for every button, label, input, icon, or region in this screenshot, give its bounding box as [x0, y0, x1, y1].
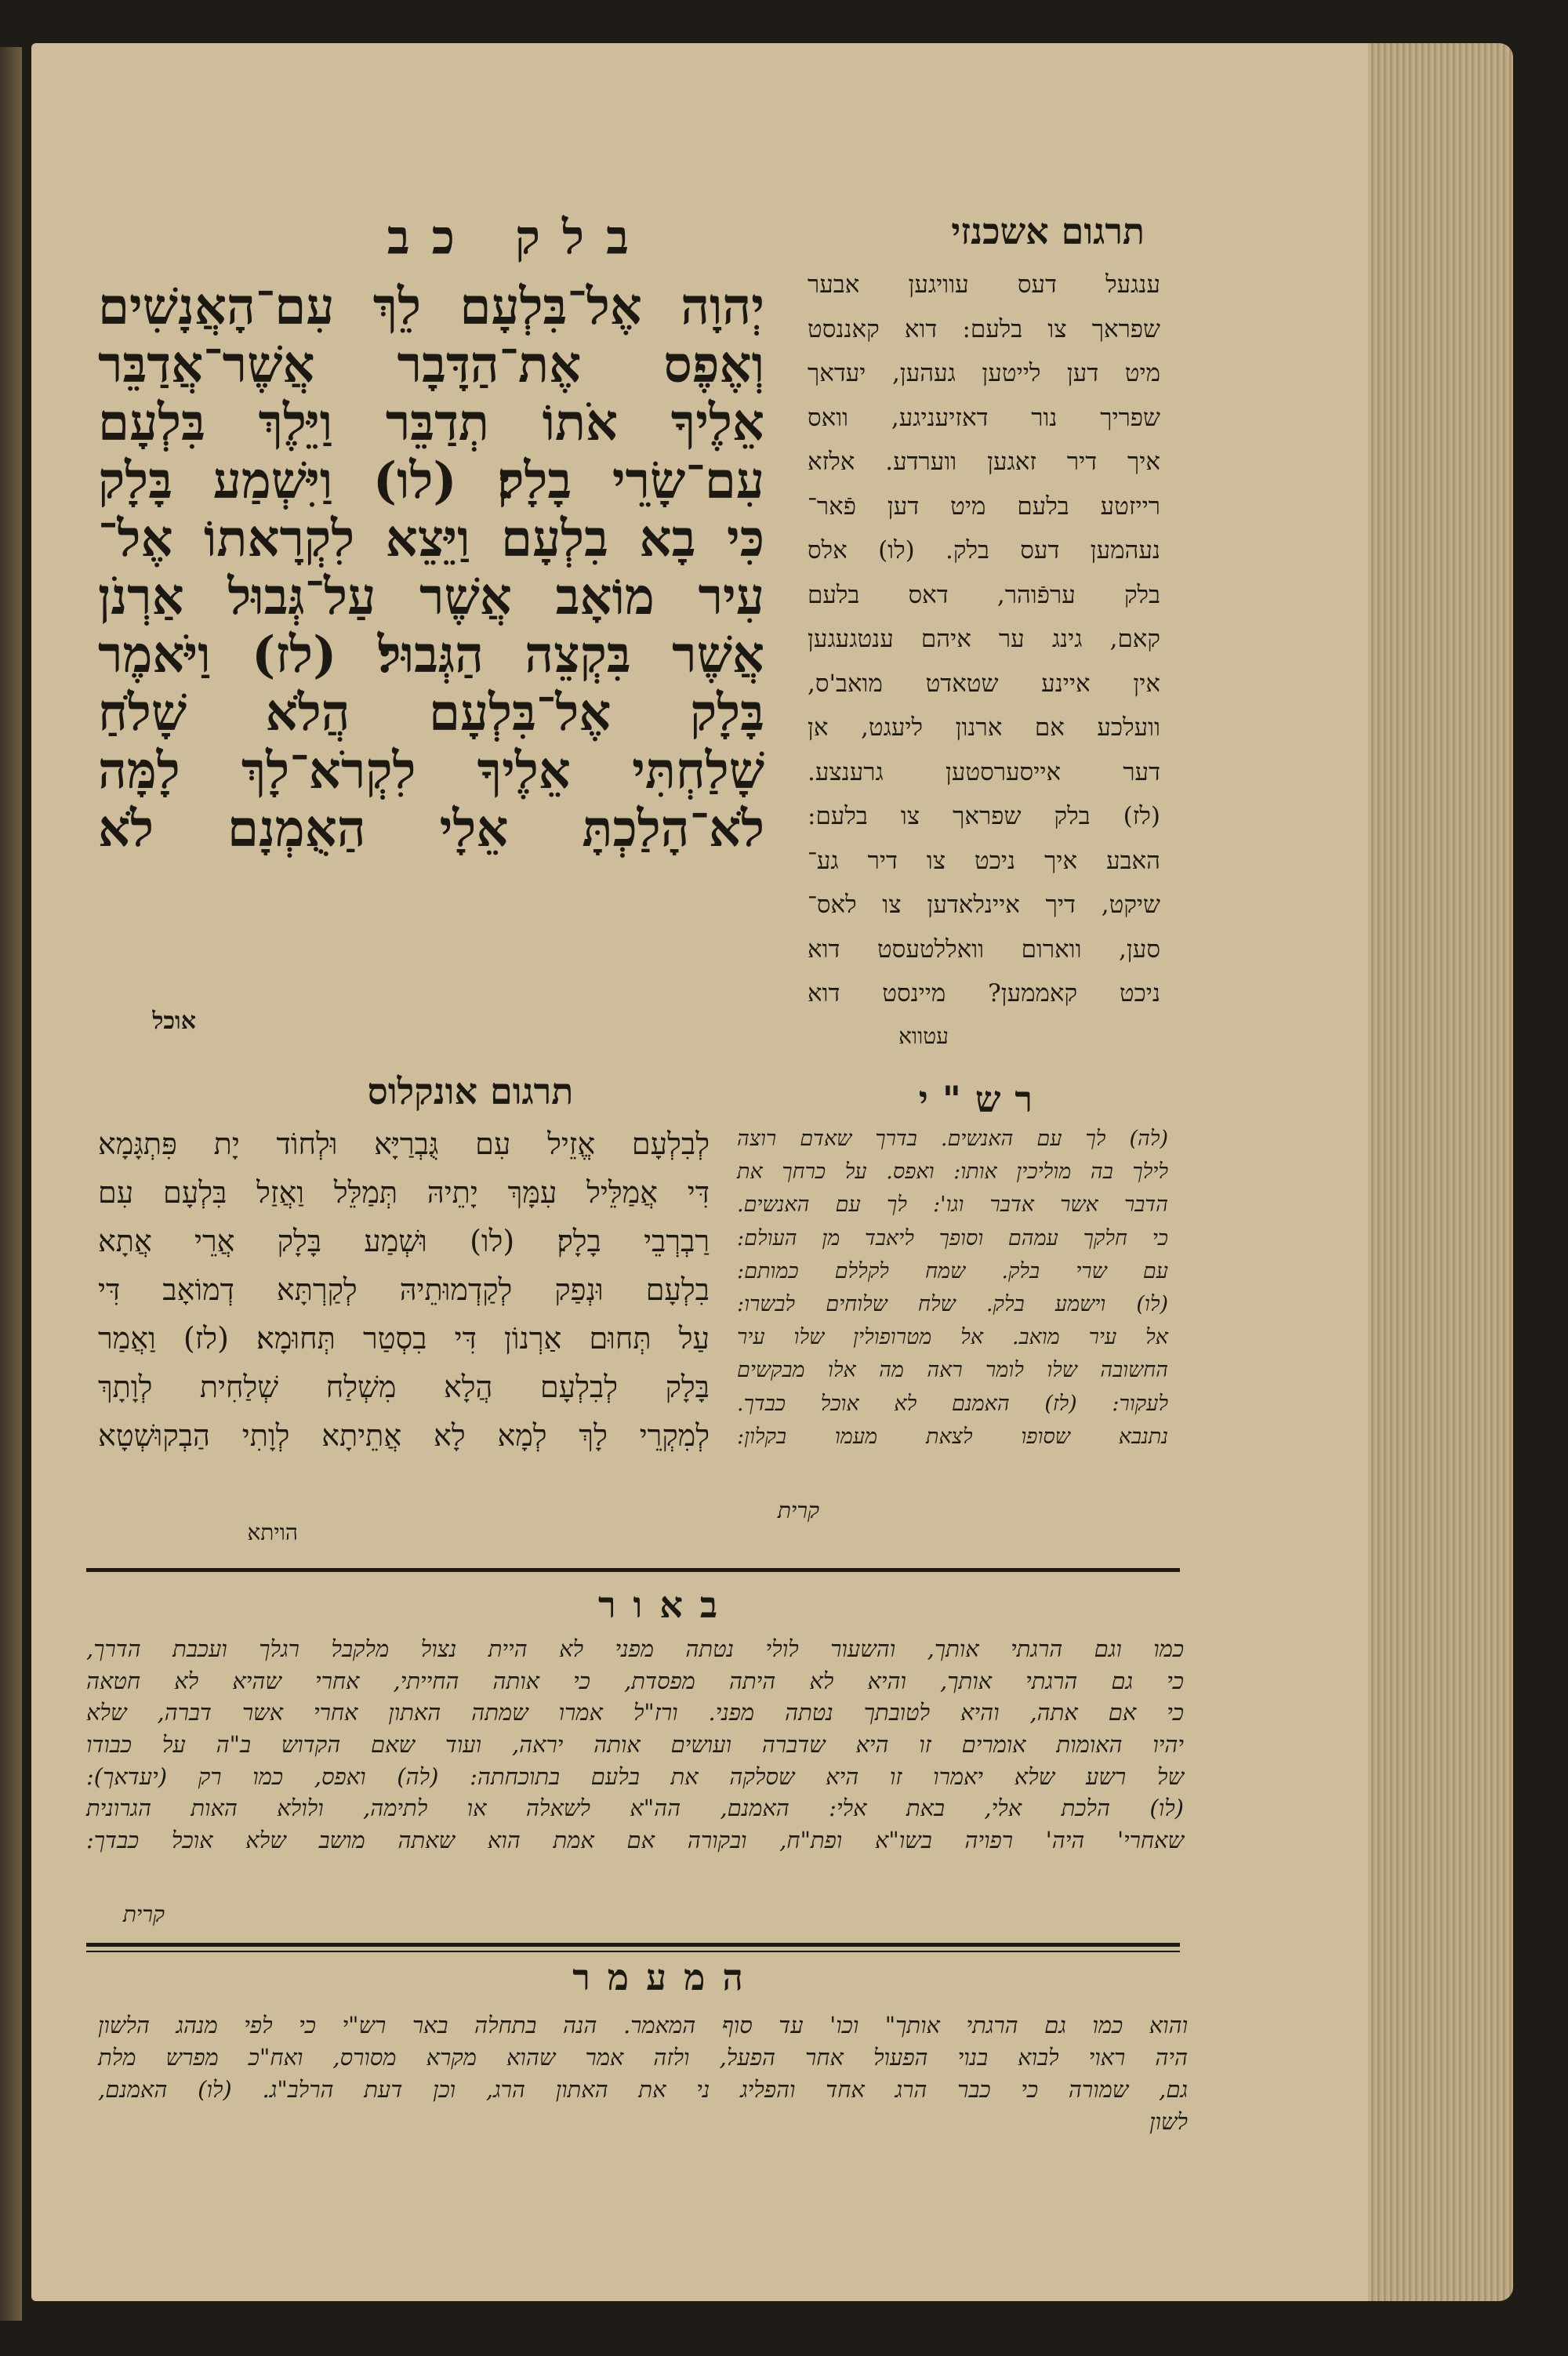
rashi-line: לילך בה מוליכין אותו: ואפס. על כרחך את	[737, 1160, 1168, 1185]
onkelos-line: בִלְעָם וּנְפַק לְקַדְמוּתֵיהּ לְקַרְתָּא דְמוֹאָב דִּי	[98, 1272, 710, 1307]
yiddish-line: רייזטע בלעם מיט דען פֿאר־	[808, 492, 1160, 521]
beur-line: של רשע שלא יאמרו זו היא שסלקה את בלעם בתוכחתה: (לה) ואפס, כמו רק (יעדאך):	[86, 1762, 1184, 1790]
targum-onkelos-heading: תרגום אונקלוס	[367, 1070, 574, 1113]
beur-line: כי גם הרגתי אותך, והיא לא היתה מפסדת, כי אותה החייתי, אחרי שהיא לא חטאה	[86, 1667, 1184, 1694]
rashi-text	[737, 1123, 1168, 1454]
page-edges	[1368, 43, 1513, 2301]
scripture-line: כִּי בָא בִלְעָם וַיֵּצֵא לִקְרָאתוֹ אֶל־	[98, 510, 764, 568]
scripture-line: יְהוָה אֶל־בִּלְעָם לֵךְ עִם־הָאֲנָשִׁים	[98, 278, 764, 336]
beur-catchword: קרית	[122, 1901, 165, 1927]
yiddish-line: שיקט, דיך איינלאדען צו לאס־	[808, 891, 1160, 919]
targum-ashkenazi-heading: תרגום אשכנזי	[951, 210, 1145, 252]
scripture-text	[98, 278, 764, 859]
meamar-line: והוא כמו גם הרגתי אותך" וכו' עד סוף המאמר. הנה בתחלה באר רש"י כי לפי מנהג הלשון	[98, 2012, 1188, 2038]
meamar-line: היה ראוי לבוא בנוי הפעול אחר הפעל, ולזה אמר שהוא מקרא מסורס, ואח"כ מפרש מלת	[98, 2044, 1188, 2071]
meamar-heading: המעמר	[572, 1956, 760, 1998]
rashi-heading: רש"י	[918, 1078, 1047, 1120]
yiddish-line: בלק ערפֿוהר, דאס בלעם	[808, 580, 1160, 609]
parsha-title: בלק כב	[387, 210, 651, 265]
yiddish-line: שפריך נור דאזיעניגע, וואס	[808, 403, 1160, 432]
scripture-line: עִיר מוֹאָב אֲשֶׁר עַל־גְּבוּל אַרְנֹן	[98, 568, 764, 626]
yiddish-catchword: עטווא	[898, 1023, 949, 1049]
beur-line: יהיו האומות אומרים זו היא שדברה ועושים אותה יראה, ועוד שאם הקדוש ב"ה על כבודו	[86, 1731, 1184, 1759]
yiddish-line: דער אייסערסטען גרענצע.	[808, 757, 1160, 786]
yiddish-line: שפראך צו בלעם: דוא קאננסט	[808, 314, 1160, 343]
yiddish-line: האבע איך ניכט צו דיר גע־	[808, 846, 1160, 875]
targum-ashkenazi-text	[808, 263, 1160, 1016]
onkelos-line: רַבְרְבֵי בָלָק׃ (לו) וּשְׁמַע בָּלָק אֲרֵי אֲתָא	[98, 1224, 710, 1258]
rashi-line: לעקור: (לז) האמנם לא אוכל כבדך.	[737, 1391, 1168, 1416]
scripture-line: וְאֶפֶס אֶת־הַדָּבָר אֲשֶׁר־אֲדַבֵּר	[98, 336, 764, 394]
beur-heading: באור	[597, 1584, 735, 1626]
rashi-catchword: קרית	[777, 1497, 819, 1523]
yiddish-line: ניכט קאממען? מיינסט דוא	[808, 979, 1160, 1007]
yiddish-line: (לז) בלק שפראך צו בלעם:	[808, 802, 1160, 830]
targum-onkelos-text	[98, 1120, 710, 1460]
scripture-line: אֵלֶיךָ אֹתוֹ תְדַבֵּר וַיֵּלֶךְ בִּלְעָם	[98, 394, 764, 452]
beur-line: (לו) הלכת אלי, באת אלי: האמנם, הה"א לשאלה או לתימה, ולולא האות הגרונית	[86, 1795, 1184, 1822]
rashi-line: כי חלקך עמהם וסופך ליאבד מן העולם:	[737, 1225, 1168, 1251]
onkelos-catchword: הויתא	[247, 1519, 298, 1545]
scripture-line: עִם־שָׂרֵי בָלָק׃ (לו) וַיִּשְׁמַע בָּלָק	[98, 452, 764, 510]
onkelos-line: לְמִקְרֵי לָךְ לְמָא לָא אֲתֵיתָא לְוָתִי הַבְקוּשְׁטָא	[98, 1418, 710, 1453]
scripture-line: אֲשֶׁר בִּקְצֵה הַגְּבוּל׃ (לז) וַיֹּאמֶר	[98, 626, 764, 684]
rashi-line: (לה) לך עם האנשים. בדרך שאדם רוצה	[737, 1127, 1168, 1151]
yiddish-line: אין איינע שטאדט מואב'ס,	[808, 669, 1160, 698]
divider-rule	[86, 1568, 1180, 1572]
rashi-line: החשובה שלו לומר ראה מה אלו מבקשים	[737, 1358, 1168, 1383]
rashi-line: הדבר אשר אדבר וגו': לך עם האנשים.	[737, 1193, 1168, 1218]
rashi-line: נתנבא שסופו לצאת מעמו בקלון:	[737, 1424, 1168, 1449]
scripture-line: לֹא־הָלַכְתָּ אֵלָי הַאֻמְנָם לֹא	[98, 800, 764, 859]
divider-rule	[86, 1943, 1180, 1947]
meamar-catchword: לשון	[1149, 2108, 1188, 2135]
yiddish-line: איך דיר זאגען ווערדע. אלזא	[808, 448, 1160, 476]
divider-rule-thin	[86, 1951, 1180, 1952]
scripture-line: שָׁלַחְתִּי אֵלֶיךָ לִקְרֹא־לָךְ לָמָּה	[98, 742, 764, 800]
rashi-line: (לו) וישמע בלק. שלח שלוחים לבשרו:	[737, 1291, 1168, 1316]
beur-line: כמו וגם הרגתי אותך, והשעור לולי נטתה מפני לא היית נצול מלקבל רגלך ועכבת הדרך,	[86, 1635, 1184, 1662]
yiddish-line: וועלכע אם ארנון ליעגט, אן	[808, 713, 1160, 742]
beur-text	[86, 1633, 1184, 1857]
left-page-edge	[0, 47, 22, 2321]
beur-line: כי אם אתה, והיא לטובתך נטתה מפני. ורז"ל אמרו שמתה האתון אחרי אשר דברה, שלא	[86, 1699, 1184, 1726]
meamar-text	[98, 2009, 1188, 2138]
onkelos-line: דִּי אֲמַלֵּיל עִמָּךְ יָתֵיהּ תְּמַלֵּל וַאֲזַל בִּלְעָם עִם	[98, 1175, 710, 1210]
scripture-line: בָּלָק אֶל־בִּלְעָם הֲלֹא שָׁלֹחַ	[98, 684, 764, 742]
scripture-catchword: אוכל	[152, 1007, 196, 1035]
yiddish-line: קאם, גינג ער איהם ענטגעגען	[808, 625, 1160, 653]
onkelos-line: לְבִלְעָם אֱזֵיל עִם גֻּבְרַיָּא וּלְחוֹד יָת פִּתְגָּמָא	[98, 1127, 710, 1161]
onkelos-line: בָּלָק לְבִלְעָם הֲלָא מִשְׁלַח שְׁלַחִית לְוָתָךְ	[98, 1370, 710, 1404]
rashi-line: עם שרי בלק. שמח לקללם כמותם:	[737, 1258, 1168, 1283]
beur-line: שאחרי' היה' רפויה בשו"א ופת"ח, ובקורה אם אמת הוא שאתה מושב שלא אוכל כבדך:	[86, 1827, 1184, 1854]
rashi-line: אל עיר מואב. אל מטרופולין שלו עיר	[737, 1325, 1168, 1350]
yiddish-line: מיט דען לייטען געהען, יעדאך	[808, 359, 1160, 387]
yiddish-line: נעהמען דעס בלק. (לו) אלס	[808, 536, 1160, 564]
yiddish-line: ענגעל דעס עוויגען אבער	[808, 270, 1160, 299]
yiddish-line: סען, ווארום וואללטעסט דוא	[808, 935, 1160, 964]
meamar-line: גם, שמורה כי כבר הרג אחד והפליג ני את האתון הרג, וכן דעת הרלב"ג. (לו) האמנם,	[98, 2076, 1188, 2103]
onkelos-line: עַל תְּחוּם אַרְנוֹן דִּי בִסְטַר תְּחוּמָא׃ (לז) וַאֲמַר	[98, 1321, 710, 1356]
